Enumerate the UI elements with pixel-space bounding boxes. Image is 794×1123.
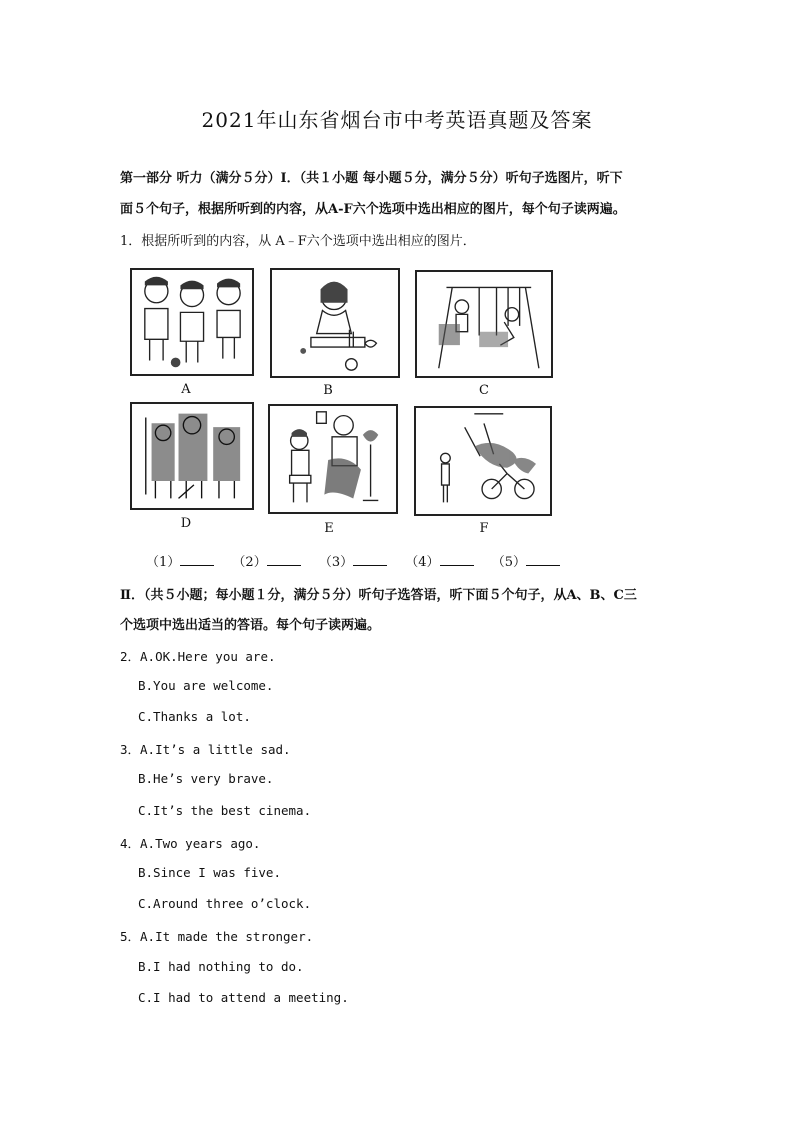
blank-2[interactable] [232, 551, 300, 570]
picture-e-label: E [324, 521, 334, 536]
option-b: B.He’s very brave. [138, 771, 274, 786]
option-a: A.It made the stronger. [140, 929, 314, 944]
blank-3[interactable] [319, 551, 387, 570]
question-number: 4． [120, 836, 141, 851]
answer-blanks [146, 551, 574, 570]
option-c: C.Around three o’clock. [138, 896, 312, 911]
option-b: B.Since I was five. [138, 865, 281, 880]
picture-f [414, 406, 552, 516]
page-title: 2021年山东省烟台市中考英语真题及答案 [201, 108, 593, 132]
question-2 [120, 647, 276, 665]
question-number: 5． [120, 929, 141, 944]
blank-5-label: （5） [491, 555, 526, 570]
question-5 [120, 927, 313, 945]
option-c: C.It’s the best cinema. [138, 803, 312, 818]
picture-f-label: F [479, 521, 489, 536]
picture-e [268, 404, 398, 514]
picture-d-label: D [180, 516, 192, 531]
picture-c-label: C [479, 383, 489, 398]
part1-instruction-line1: 第一部分 听力（满分５分）Ⅰ．（共１小题 每小题５分，满分５分）听句子选图片，听下 [120, 171, 623, 186]
part2-instruction-line1: Ⅱ．（共５小题；每小题１分，满分５分）听句子选答语，听下面５个句子，从A、B、C三 [120, 588, 637, 603]
option-a: A.OK.Here you are. [140, 649, 276, 664]
blank-1[interactable] [146, 551, 214, 570]
question-number: 3． [120, 742, 141, 757]
part2-instruction-line2: 个选项中选出适当的答语。每个句子读两遍。 [120, 618, 381, 633]
question-4 [120, 834, 260, 852]
picture-a-label: A [181, 382, 191, 397]
option-a: A.It’s a little sad. [140, 742, 291, 757]
option-a: A.Two years ago. [140, 836, 261, 851]
picture-b-label: B [323, 383, 333, 398]
option-c: C.I had to attend a meeting. [138, 990, 349, 1005]
question-number: 2． [120, 649, 141, 664]
question-1-text: 1．根据所听到的内容，从 A﹣F六个选项中选出相应的图片． [120, 234, 476, 249]
blank-3-label: （3） [318, 555, 354, 570]
picture-a [130, 268, 254, 376]
blank-1-label: （1） [146, 555, 181, 570]
part1-instruction-line2: 面５个句子，根据所听到的内容，从A-F六个选项中选出相应的图片，每个句子读两遍。 [120, 202, 626, 217]
blank-2-label: （2） [232, 555, 267, 570]
blank-5[interactable] [492, 551, 560, 570]
picture-b [270, 268, 400, 378]
option-b: B.I had nothing to do. [138, 959, 304, 974]
option-c: C.Thanks a lot. [138, 709, 251, 724]
blank-4[interactable] [405, 551, 473, 570]
blank-4-label: （4） [405, 555, 440, 570]
option-b: B.You are welcome. [138, 678, 274, 693]
question-3 [120, 740, 291, 758]
picture-d [130, 402, 254, 510]
picture-c [415, 270, 553, 378]
